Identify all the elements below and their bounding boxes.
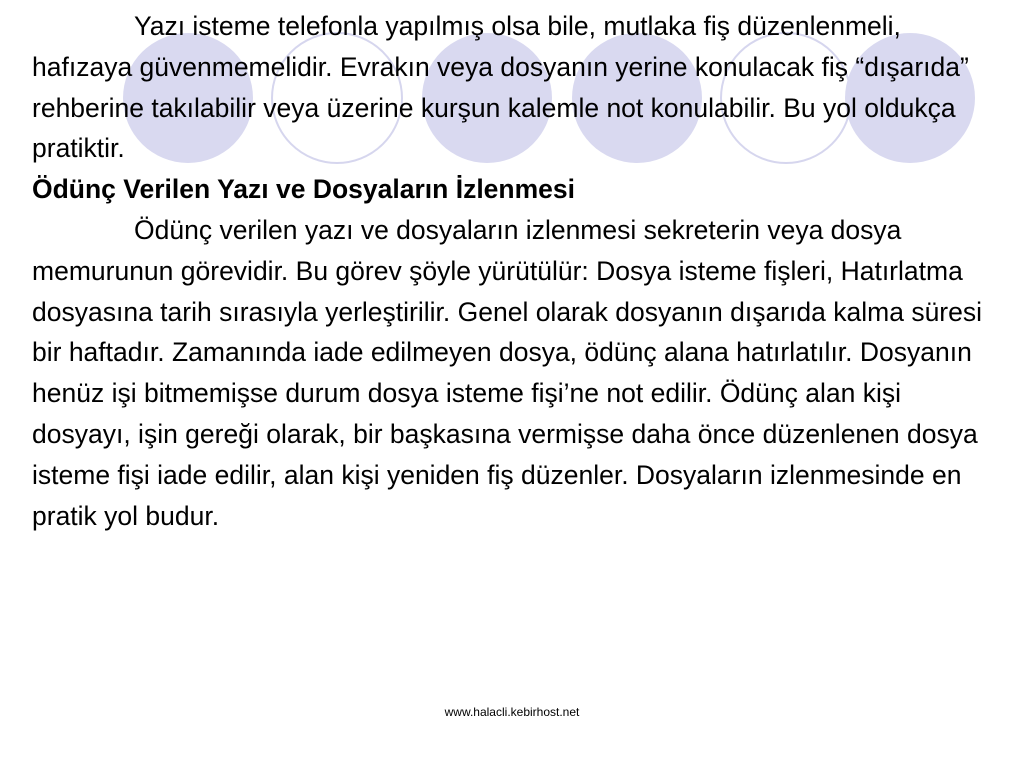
- paragraph-1: Yazı isteme telefonla yapılmış olsa bile, mutlaka fiş düzenlenmeli, hafızaya güvenmemelidir. Evrakın veya dosyanın yerine konulacak fiş “dışarıda” rehberine takılabilir veya üzerine kurşun kalemle not konulabilir. Bu yol oldukça pratiktir.: [32, 11, 969, 164]
- footer-url: www.halacli.kebirhost.net: [444, 705, 580, 719]
- slide-body: [32, 6, 992, 536]
- section-heading: Ödünç Verilen Yazı ve Dosyaların İzlenmesi: [32, 174, 576, 205]
- paragraph-2: Ödünç verilen yazı ve dosyaların izlenmesi sekreterin veya dosya memurunun görevidir. Bu görev şöyle yürütülür: Dosya isteme fişleri, Hatırlatma dosyasına tarih sırasıyla yerleştirilir. Genel olarak dosyanın dışarıda kalma süresi bir haftadır. Zamanında iade edilmeyen dosya, ödünç alana hatırlatılır. Dosyanın henüz işi bitmemişse durum dosya isteme fişi’ne not edilir. Ödünç alan kişi dosyayı, işin gereği olarak, bir başkasına vermişse daha önce düzenlenen dosya isteme fişi iade edilir, alan kişi yeniden fiş düzenler. Dosyaların izlenmesinde en pratik yol budur.: [32, 214, 983, 531]
